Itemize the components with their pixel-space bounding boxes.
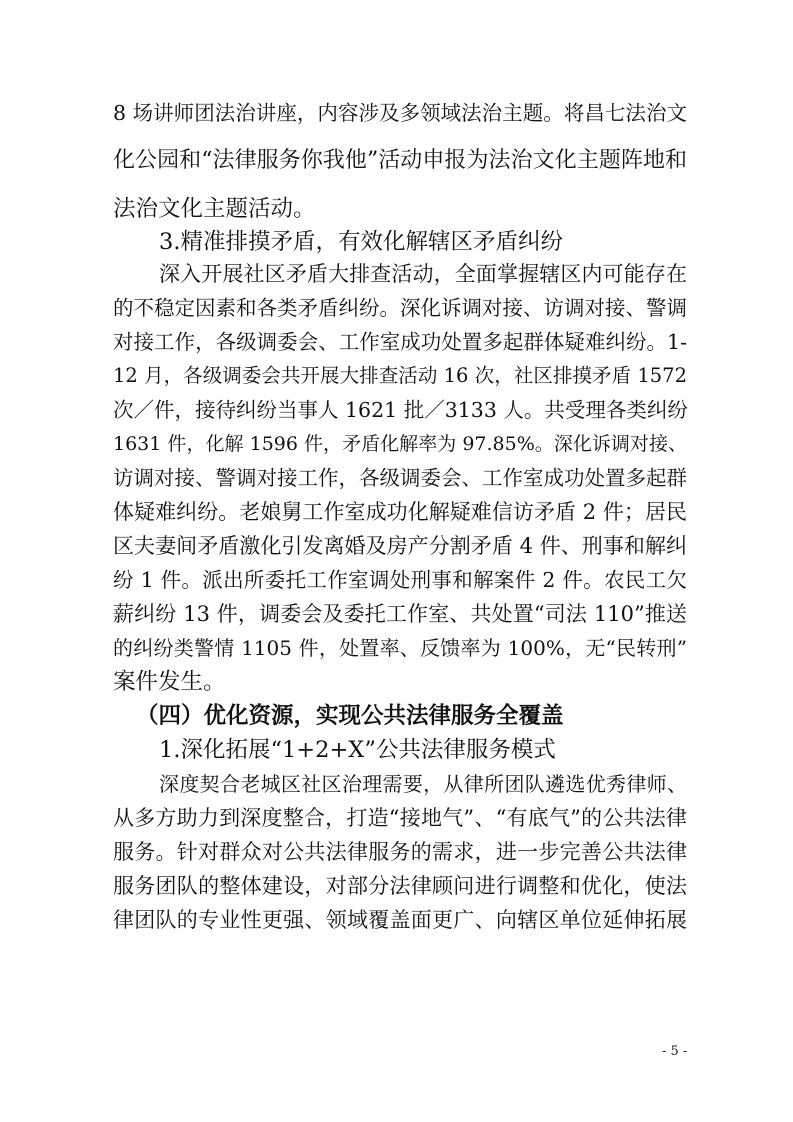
paragraph-line: 从多方助力到深度整合，打造“接地气”、“有底气”的公共法律 <box>113 806 687 830</box>
paragraph-line: 1631 件，化解 1596 件，矛盾化解率为 97.85%。深化诉调对接、 <box>113 433 687 455</box>
subheading-3: 3.精准排摸矛盾，有效化解辖区矛盾纠纷 <box>159 229 563 255</box>
paragraph-line: 8 场讲师团法治讲座，内容涉及多领域法治主题。将昌七法治文 <box>113 101 687 125</box>
paragraph-line: 薪纠纷 13 件，调委会及委托工作室、共处置“司法 110”推送 <box>113 602 687 626</box>
paragraph-line: 深度契合老城区社区治理需要，从律所团队遴选优秀律师、 <box>159 772 687 796</box>
paragraph-line: 纷 1 件。派出所委托工作室调处刑事和解案件 2 件。农民工欠 <box>113 568 687 592</box>
paragraph-line: 12 月，各级调委会共开展大排查活动 16 次，社区排摸矛盾 1572 <box>113 364 687 387</box>
paragraph-line: 案件发生。 <box>113 669 226 695</box>
page-number: - 5 - <box>662 1044 688 1059</box>
paragraph-line: 化公园和“法律服务你我他”活动申报为法治文化主题阵地和 <box>113 148 687 173</box>
paragraph-line: 对接工作，各级调委会、工作室成功处置多起群体疑难纠纷。1- <box>113 330 687 354</box>
section-heading-4: （四）优化资源，实现公共法律服务全覆盖 <box>136 703 564 729</box>
paragraph-line: 律团队的专业性更强、领域覆盖面更广、向辖区单位延伸拓展 <box>113 908 687 932</box>
paragraph-line: 深入开展社区矛盾大排查活动，全面掌握辖区内可能存在 <box>159 262 687 286</box>
paragraph-line: 区夫妻间矛盾激化引发离婚及房产分割矛盾 4 件、刑事和解纠 <box>113 534 687 558</box>
paragraph-line: 的纠纷类警情 1105 件，处置率、反馈率为 100%，无“民转刑” <box>113 636 687 660</box>
paragraph-line: 访调对接、警调对接工作，各级调委会、工作室成功处置多起群 <box>113 466 687 490</box>
paragraph-line: 服务。针对群众对公共法律服务的需求，进一步完善公共法律 <box>113 840 687 864</box>
paragraph-line: 体疑难纠纷。老娘舅工作室成功化解疑难信访矛盾 2 件；居民 <box>113 500 687 524</box>
subheading-1: 1.深化拓展“1+2+X”公共法律服务模式 <box>159 737 556 763</box>
paragraph-line: 服务团队的整体建设，对部分法律顾问进行调整和优化，使法 <box>113 874 687 898</box>
paragraph-line: 法治文化主题活动。 <box>113 196 316 222</box>
paragraph-line: 的不稳定因素和各类矛盾纠纷。深化诉调对接、访调对接、警调 <box>113 296 687 320</box>
paragraph-line: 次／件，接待纠纷当事人 1621 批／3133 人。共受理各类纠纷 <box>113 398 688 422</box>
